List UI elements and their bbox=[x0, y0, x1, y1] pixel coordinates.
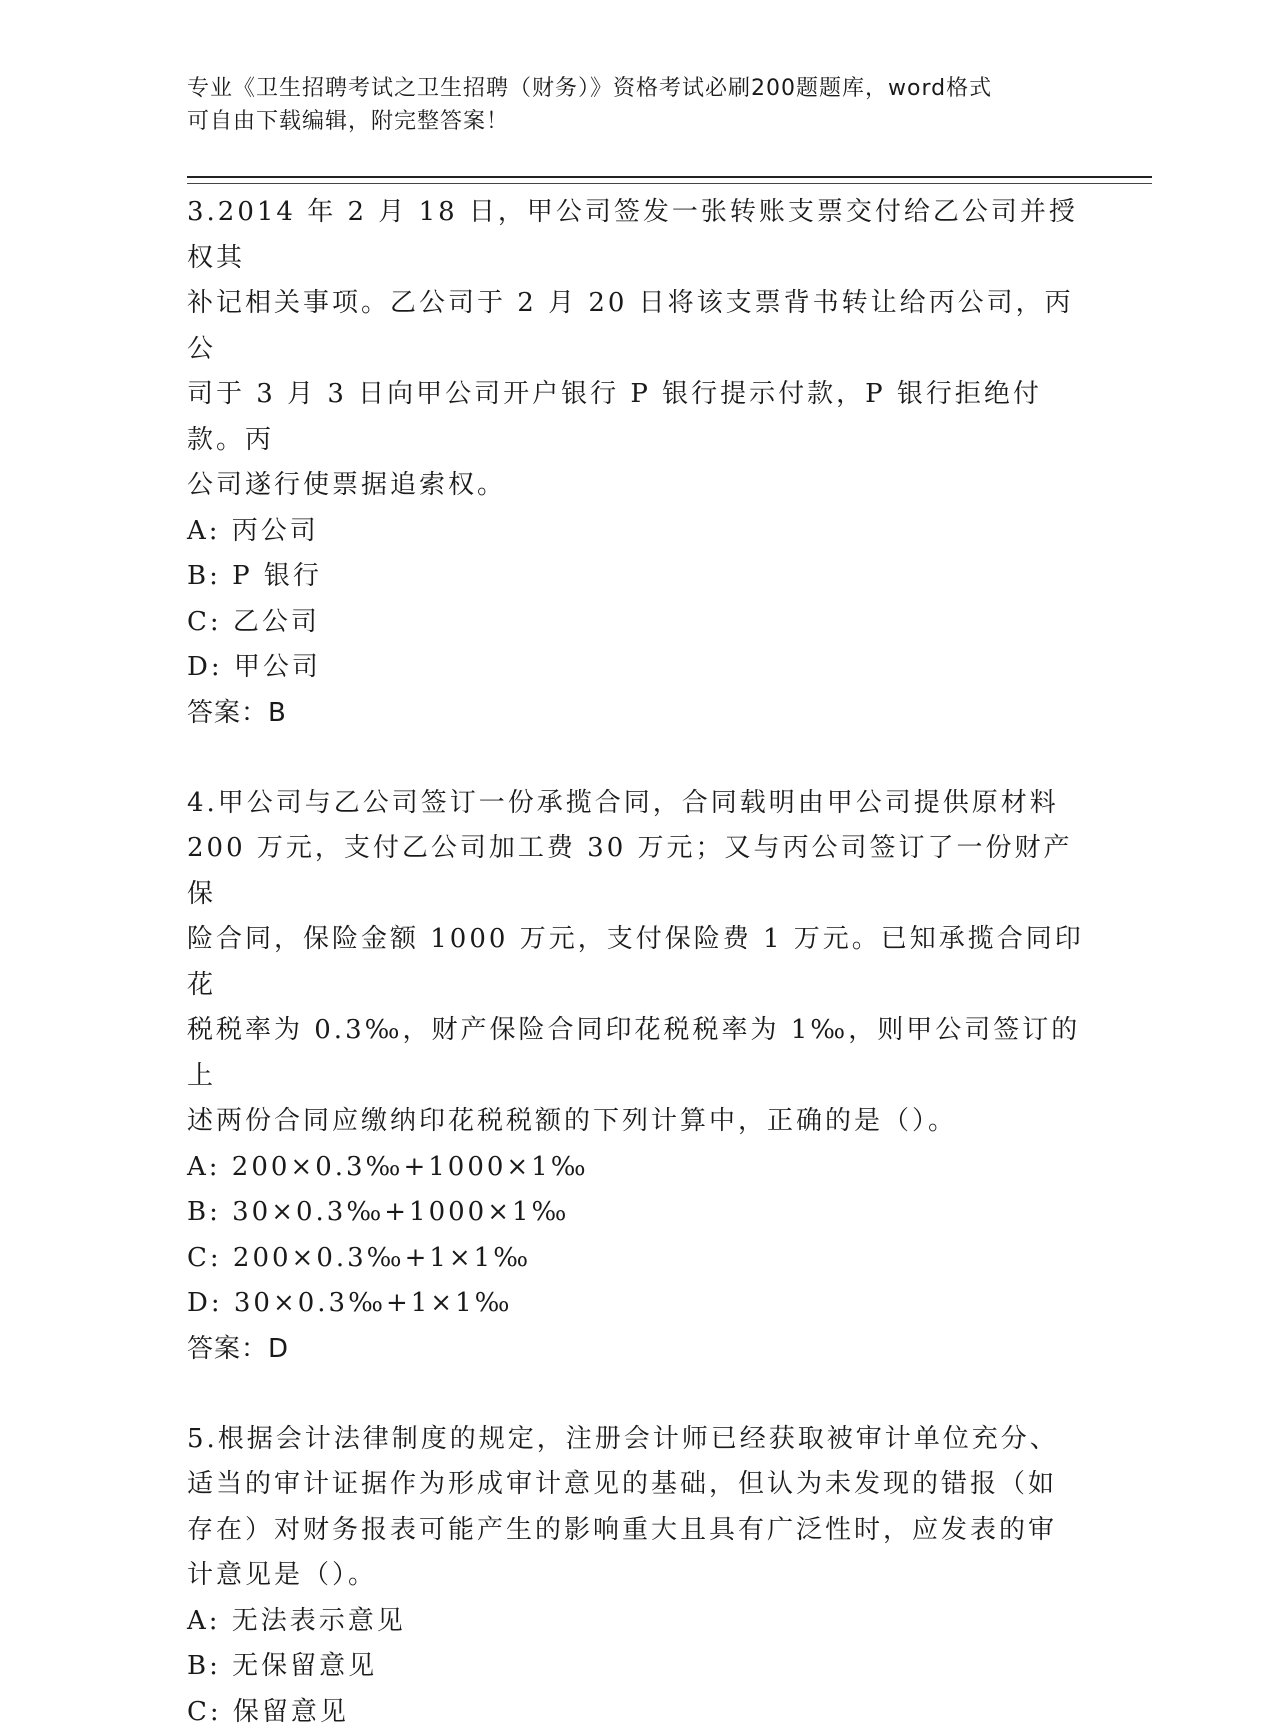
option-a: A: 丙公司 bbox=[187, 509, 1087, 555]
option-a: A: 200×0.3‰+1000×1‰ bbox=[187, 1145, 1087, 1191]
question-stem-line: 险合同，保险金额 1000 万元，支付保险费 1 万元。已知承揽合同印花 bbox=[187, 917, 1087, 1008]
question-stem-line: 公司遂行使票据追索权。 bbox=[187, 463, 1087, 509]
question-list bbox=[187, 190, 1087, 1735]
answer-line: 答案：D bbox=[187, 1327, 1087, 1372]
question-stem-line: 200 万元，支付乙公司加工费 30 万元；又与丙公司签订了一份财产保 bbox=[187, 826, 1087, 917]
question-stem-line: 3.2014 年 2 月 18 日，甲公司签发一张转账支票交付给乙公司并授权其 bbox=[187, 190, 1087, 281]
option-c: C: 乙公司 bbox=[187, 600, 1087, 646]
question-spacer bbox=[187, 1372, 1087, 1417]
question-stem-line: 税税率为 0.3‰，财产保险合同印花税税率为 1‰，则甲公司签订的上 bbox=[187, 1008, 1087, 1099]
header-rule-thin bbox=[187, 183, 1152, 184]
question-stem bbox=[187, 1417, 1087, 1599]
option-d: D: 30×0.3‰+1×1‰ bbox=[187, 1281, 1087, 1327]
header-rule-thick bbox=[187, 176, 1152, 178]
question-stem-line: 补记相关事项。乙公司于 2 月 20 日将该支票背书转让给丙公司，丙公 bbox=[187, 281, 1087, 372]
option-c: C: 200×0.3‰+1×1‰ bbox=[187, 1236, 1087, 1282]
header-title-line-1: 专业《卫生招聘考试之卫生招聘（财务）》资格考试必刷200题题库，word格式 bbox=[187, 72, 1087, 105]
question-stem-line: 4.甲公司与乙公司签订一份承揽合同，合同载明由甲公司提供原材料 bbox=[187, 781, 1087, 827]
question-stem-line: 述两份合同应缴纳印花税税额的下列计算中，正确的是（）。 bbox=[187, 1099, 1087, 1145]
option-b: B: 无保留意见 bbox=[187, 1644, 1087, 1690]
question-stem bbox=[187, 781, 1087, 1145]
question-stem-line: 司于 3 月 3 日向甲公司开户银行 P 银行提示付款，P 银行拒绝付款。丙 bbox=[187, 372, 1087, 463]
question-3 bbox=[187, 190, 1087, 736]
question-spacer bbox=[187, 736, 1087, 781]
option-d: D: 甲公司 bbox=[187, 645, 1087, 691]
option-a: A: 无法表示意见 bbox=[187, 1599, 1087, 1645]
question-stem-line: 存在）对财务报表可能产生的影响重大且具有广泛性时，应发表的审 bbox=[187, 1508, 1087, 1554]
option-b: B: 30×0.3‰+1000×1‰ bbox=[187, 1190, 1087, 1236]
question-stem-line: 5.根据会计法律制度的规定，注册会计师已经获取被审计单位充分、 bbox=[187, 1417, 1087, 1463]
question-stem bbox=[187, 190, 1087, 509]
question-5 bbox=[187, 1417, 1087, 1735]
question-stem-line: 适当的审计证据作为形成审计意见的基础，但认为未发现的错报（如 bbox=[187, 1462, 1087, 1508]
option-b: B: P 银行 bbox=[187, 554, 1087, 600]
question-stem-line: 计意见是（）。 bbox=[187, 1553, 1087, 1599]
option-c: C: 保留意见 bbox=[187, 1690, 1087, 1735]
answer-line: 答案：B bbox=[187, 691, 1087, 736]
document-header bbox=[187, 72, 1087, 138]
header-title-line-2: 可自由下载编辑，附完整答案！ bbox=[187, 105, 1087, 138]
question-4 bbox=[187, 781, 1087, 1372]
